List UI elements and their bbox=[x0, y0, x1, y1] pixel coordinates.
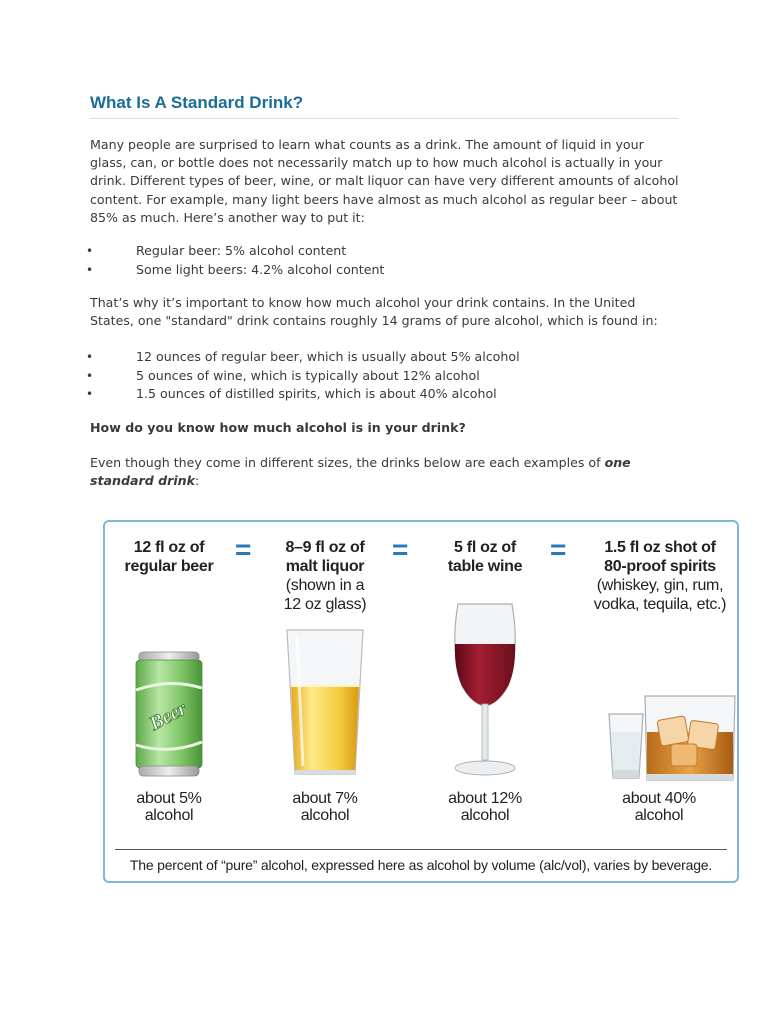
heading-line: 80-proof spirits bbox=[604, 558, 716, 575]
heading-line: 12 oz glass) bbox=[283, 596, 367, 613]
standard-drink-list bbox=[84, 348, 684, 404]
malt-heading bbox=[255, 538, 395, 614]
heading-line: regular beer bbox=[124, 558, 214, 575]
equals-sign: = bbox=[550, 534, 567, 565]
heading-line: 8–9 fl oz of bbox=[285, 539, 365, 556]
percent-unit: alcohol bbox=[634, 807, 684, 824]
percent-unit: alcohol bbox=[144, 807, 194, 824]
list-item: • Regular beer: 5% alcohol content bbox=[84, 242, 684, 261]
bullet-icon: • bbox=[86, 244, 94, 258]
list-item: • 5 ounces of wine, which is typically about 12% alcohol bbox=[84, 367, 684, 386]
heading-line: 5 fl oz of bbox=[454, 539, 516, 556]
bullet-icon: • bbox=[86, 262, 94, 277]
heading-line: (whiskey, gin, rum, bbox=[596, 577, 724, 594]
heading-line: vodka, tequila, etc.) bbox=[593, 596, 727, 613]
heading-line: (shown in a bbox=[285, 577, 365, 594]
heading-line: table wine bbox=[447, 558, 523, 575]
heading-line: 1.5 fl oz shot of bbox=[604, 539, 716, 556]
emphasis-text: one standard drink bbox=[90, 455, 631, 489]
equals-sign: = bbox=[235, 534, 252, 565]
intro-paragraph: Many people are surprised to learn what counts as a drink. The amount of liquid in your glass, can, or bottle does not necessarily match up to how much alcohol is actually in your drink. Different types of beer, wine, or malt liquor can have very different amounts of alcohol content. For example, many light beers have almost as much alcohol as regular beer – about 85% as much. Here’s another way to put it: bbox=[90, 137, 679, 225]
list-item: • 12 ounces of regular beer, which is usually about 5% alcohol bbox=[84, 348, 684, 367]
subheading: How do you know how much alcohol is in your drink? bbox=[90, 420, 466, 435]
spirits-percent-label bbox=[589, 790, 729, 824]
beer-heading bbox=[105, 538, 233, 576]
can-label: Beer bbox=[145, 697, 191, 736]
title-divider bbox=[90, 118, 678, 119]
figure-caption: The percent of “pure” alcohol, expressed here as alcohol by volume (alc/vol), varies by beverage. bbox=[129, 857, 713, 873]
alcohol-content-list bbox=[84, 242, 684, 279]
bullet-icon: • bbox=[86, 387, 94, 402]
beer-percent-label bbox=[105, 790, 233, 824]
percent-unit: alcohol bbox=[300, 807, 350, 824]
malt-liquor-glass-illustration bbox=[283, 628, 367, 778]
percent-value: about 12% bbox=[448, 790, 522, 807]
malt-percent-label bbox=[255, 790, 395, 824]
equals-sign: = bbox=[392, 534, 409, 565]
percent-unit: alcohol bbox=[460, 807, 510, 824]
percent-value: about 7% bbox=[292, 790, 358, 807]
bullet-icon: • bbox=[86, 368, 94, 383]
standard-drink-paragraph: That’s why it’s important to know how much alcohol your drink contains. In the United States, one "standard" drink contains roughly 14 grams of pure alcohol, which is found in: bbox=[90, 295, 658, 329]
list-item: • Some light beers: 4.2% alcohol content bbox=[84, 261, 684, 280]
heading-line: malt liquor bbox=[285, 558, 365, 575]
spirits-heading bbox=[580, 538, 740, 614]
list-item: • 1.5 ounces of distilled spirits, which is about 40% alcohol bbox=[84, 385, 684, 404]
wine-heading bbox=[417, 538, 553, 576]
wine-percent-label bbox=[417, 790, 553, 824]
percent-value: about 40% bbox=[622, 790, 696, 807]
bullet-icon: • bbox=[86, 350, 94, 364]
heading-line: 12 fl oz of bbox=[133, 539, 205, 556]
examples-paragraph: Even though they come in different sizes, the drinks below are each examples of one standard drink: bbox=[90, 455, 631, 489]
spirits-glasses-illustration bbox=[605, 692, 740, 782]
caption-divider bbox=[115, 849, 727, 850]
standard-drink-infographic bbox=[103, 520, 739, 883]
wine-glass-illustration bbox=[450, 600, 520, 780]
page-title: What Is A Standard Drink? bbox=[90, 93, 304, 112]
percent-value: about 5% bbox=[136, 790, 202, 807]
beer-can-illustration bbox=[133, 650, 205, 780]
